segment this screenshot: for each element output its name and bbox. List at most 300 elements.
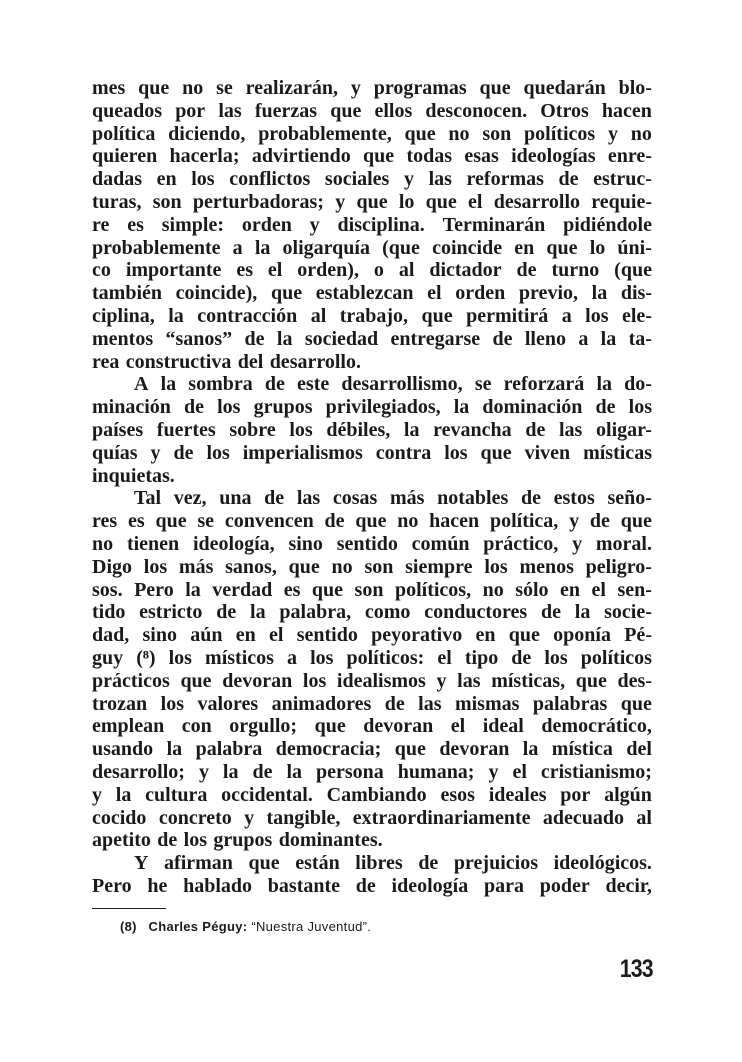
word: no xyxy=(482,578,504,601)
text-line xyxy=(92,396,652,419)
word: que xyxy=(394,738,426,761)
word: es xyxy=(236,259,253,282)
word: res xyxy=(92,510,118,533)
word: probablemente, xyxy=(258,122,392,145)
word: coincide), xyxy=(175,282,258,305)
word: la xyxy=(596,373,613,396)
word: políticos xyxy=(580,646,652,669)
word: menos xyxy=(519,555,574,578)
word: los xyxy=(160,692,184,715)
word: reformas xyxy=(466,168,544,191)
word: grupos xyxy=(253,396,313,419)
word: dominantes. xyxy=(278,829,383,852)
text-line xyxy=(92,784,652,807)
word: que xyxy=(356,190,388,213)
text-line xyxy=(92,237,652,260)
word: común xyxy=(411,532,470,555)
word: des- xyxy=(617,669,652,692)
word: dadas xyxy=(92,168,143,191)
text-line xyxy=(92,373,652,396)
word: cultura xyxy=(145,783,208,806)
word: son xyxy=(152,190,182,213)
word: sen- xyxy=(617,578,652,601)
word: en xyxy=(475,624,496,647)
word: fuertes xyxy=(156,418,216,441)
word: algún xyxy=(604,783,652,806)
word: que xyxy=(479,77,511,99)
word: viven xyxy=(524,441,571,464)
text-line xyxy=(92,761,652,784)
word: de xyxy=(173,441,194,464)
word: dad, xyxy=(92,624,130,647)
word: y xyxy=(403,168,414,191)
word: trabajo, xyxy=(339,304,409,327)
word: el xyxy=(437,646,452,669)
word: revancha xyxy=(433,418,512,441)
word: orden xyxy=(455,282,506,305)
word: de xyxy=(520,487,541,510)
word: seño- xyxy=(607,487,652,510)
word: y xyxy=(150,441,161,464)
word: del xyxy=(237,350,264,373)
word: las xyxy=(418,692,442,715)
word: este xyxy=(297,373,330,396)
word: ideologías xyxy=(511,145,596,168)
word: que xyxy=(330,99,362,122)
word: grupos xyxy=(213,829,273,852)
word: esos xyxy=(440,783,475,806)
word: el xyxy=(468,190,483,213)
word: la xyxy=(166,738,183,761)
text-line xyxy=(92,807,652,830)
word: son xyxy=(364,555,394,578)
word: advirtiendo xyxy=(251,145,351,168)
word: de xyxy=(264,487,285,510)
text-line xyxy=(92,328,652,351)
text-line xyxy=(92,510,652,533)
word: la xyxy=(115,783,132,806)
footnote-number: (8) xyxy=(120,919,137,934)
word: persona xyxy=(316,760,384,783)
word: tido xyxy=(92,601,126,624)
word: prácticos xyxy=(92,669,170,692)
word: que xyxy=(480,441,512,464)
word: sobre xyxy=(229,418,276,441)
word: cocido xyxy=(92,806,147,829)
word: y xyxy=(335,190,346,213)
word: al xyxy=(310,304,327,327)
word: sanos, xyxy=(225,555,277,578)
word: los xyxy=(628,396,652,419)
word: oligarquía xyxy=(282,236,370,259)
word: que xyxy=(546,236,578,259)
word: y xyxy=(572,532,583,555)
text-line xyxy=(92,191,652,214)
word: de xyxy=(216,601,237,624)
word: concreto xyxy=(158,806,232,829)
word: animadores xyxy=(271,692,372,715)
text-line xyxy=(92,715,652,738)
word: hacen xyxy=(429,510,480,533)
word: ideales xyxy=(488,783,547,806)
word: mismas xyxy=(454,692,520,715)
word: la xyxy=(222,760,239,783)
word: sentido xyxy=(296,624,358,647)
word: el xyxy=(450,715,466,738)
word: de xyxy=(384,692,405,715)
text-line xyxy=(92,100,652,123)
text-line xyxy=(92,282,652,305)
word: dictador xyxy=(429,259,502,282)
word: hacen xyxy=(601,99,652,122)
word: tipo xyxy=(464,646,499,669)
word: ideología, xyxy=(192,532,275,555)
word: (que xyxy=(614,259,652,282)
text-line xyxy=(92,419,652,442)
word: lo xyxy=(589,236,606,259)
word: sino xyxy=(288,532,323,555)
word: para xyxy=(483,874,524,897)
word: poder xyxy=(539,874,590,897)
word: y xyxy=(198,760,209,783)
word: devoran xyxy=(222,669,293,692)
text-line xyxy=(92,214,652,237)
word: son xyxy=(354,578,384,601)
word: ideal xyxy=(482,715,524,738)
word: débiles, xyxy=(326,418,391,441)
word: apetito xyxy=(92,829,151,852)
body-text xyxy=(92,77,652,898)
word: que xyxy=(270,282,303,305)
word: que xyxy=(180,669,212,692)
word: devoran xyxy=(363,715,434,738)
word: “sanos” xyxy=(165,327,233,350)
word: que xyxy=(620,510,652,533)
word: y xyxy=(350,77,361,99)
word: desarrollo. xyxy=(269,350,361,373)
word: guy xyxy=(92,646,124,669)
word: re xyxy=(92,213,110,236)
text-line xyxy=(92,305,652,328)
word: los xyxy=(289,418,313,441)
text-line xyxy=(92,829,652,852)
word: A xyxy=(134,373,149,396)
word: peyorativo xyxy=(371,624,463,647)
word: palabra, xyxy=(279,601,352,624)
word: por xyxy=(175,99,206,122)
word: místicas, xyxy=(491,669,566,692)
word: coincide xyxy=(432,236,503,259)
word: los xyxy=(183,829,208,852)
word: convencen xyxy=(224,510,314,533)
word: una xyxy=(219,487,252,510)
word: Pé- xyxy=(624,624,652,647)
word: políticos, xyxy=(394,578,472,601)
word: la xyxy=(574,601,591,624)
word: sino xyxy=(142,624,177,647)
word: enre- xyxy=(607,145,652,168)
word: de xyxy=(525,418,546,441)
word: adecuado xyxy=(542,806,625,829)
word: y xyxy=(309,213,320,236)
word: he xyxy=(147,874,168,897)
word: blo- xyxy=(618,77,652,99)
word: más xyxy=(178,555,214,578)
word: la xyxy=(286,760,303,783)
word: que xyxy=(138,77,170,99)
word: que xyxy=(620,692,652,715)
word: están xyxy=(295,852,340,875)
text-line xyxy=(92,624,652,647)
word: práctico, xyxy=(483,532,559,555)
word: extraordinariamente xyxy=(352,806,531,829)
word: aún xyxy=(190,624,223,647)
word: la xyxy=(276,327,293,350)
word: que xyxy=(248,852,280,875)
word: de xyxy=(540,601,561,624)
word: verdad xyxy=(212,578,273,601)
word: el xyxy=(269,624,284,647)
word: las xyxy=(218,99,242,122)
word: lleno xyxy=(524,327,566,350)
word: los xyxy=(484,555,508,578)
word: privilegiados, xyxy=(325,396,441,419)
word: los xyxy=(444,441,468,464)
word: decir, xyxy=(605,874,652,897)
word: disciplina. xyxy=(337,213,425,236)
word: al xyxy=(636,806,652,829)
footnote-title: “Nuestra Juventud”. xyxy=(251,919,372,934)
text-line xyxy=(92,465,652,488)
footnote-author: Charles Péguy: xyxy=(148,919,248,934)
word: no xyxy=(182,77,204,99)
word: que xyxy=(314,715,346,738)
word: místicos xyxy=(205,646,274,669)
word: la xyxy=(250,601,266,624)
word: y xyxy=(569,510,580,533)
word: orden xyxy=(241,213,292,236)
word: las xyxy=(428,168,452,191)
word: la xyxy=(453,396,470,419)
text-line xyxy=(92,442,652,465)
word: Cambiando xyxy=(326,783,427,806)
word: socie- xyxy=(604,601,652,624)
text-line xyxy=(92,77,652,100)
word: ideológicos. xyxy=(553,852,652,875)
word: estruc- xyxy=(593,168,652,191)
word: que xyxy=(311,578,344,601)
word: la xyxy=(254,236,271,259)
word: mentos xyxy=(92,327,154,350)
word: siempre xyxy=(405,555,473,578)
word: Tal xyxy=(134,487,162,510)
word: en xyxy=(235,624,256,647)
word: también xyxy=(92,282,162,305)
word: ideología xyxy=(391,874,469,897)
word: se xyxy=(197,510,215,533)
word: que xyxy=(421,304,453,327)
word: previo, xyxy=(518,282,578,305)
word: de xyxy=(418,852,439,875)
word: y xyxy=(607,122,618,145)
word: y xyxy=(244,806,255,829)
word: en xyxy=(560,578,581,601)
word: requie- xyxy=(591,190,652,213)
text-line xyxy=(92,351,652,374)
word: entregarse xyxy=(390,327,481,350)
word: y xyxy=(436,669,447,692)
word: los xyxy=(585,304,609,327)
text-line xyxy=(92,487,652,510)
word: las xyxy=(296,487,321,510)
word: política xyxy=(92,122,156,145)
word: conflictos xyxy=(229,168,311,191)
word: más xyxy=(390,487,425,510)
word: sólo xyxy=(515,578,549,601)
word: los xyxy=(217,396,241,419)
text-line xyxy=(92,738,652,761)
word: Pero xyxy=(134,578,174,601)
word: por xyxy=(560,783,591,806)
text-line xyxy=(92,533,652,556)
word: turno xyxy=(551,259,600,282)
word: los xyxy=(302,669,327,692)
text-line xyxy=(92,601,652,624)
word: diciendo, xyxy=(168,122,246,145)
word: mística xyxy=(551,738,613,761)
word: (⁸) xyxy=(136,646,156,669)
word: establezcan xyxy=(315,282,414,305)
word: dis- xyxy=(620,282,652,305)
word: los xyxy=(206,441,230,464)
word: palabra xyxy=(195,738,263,761)
word: queados xyxy=(92,99,163,122)
word: en xyxy=(514,236,535,259)
text-line xyxy=(92,875,652,898)
word: oponía xyxy=(553,624,611,647)
word: estricto xyxy=(139,601,203,624)
word: se xyxy=(474,373,492,396)
word: turas, xyxy=(92,190,142,213)
word: de xyxy=(589,510,610,533)
word: no xyxy=(397,510,419,533)
word: de xyxy=(492,327,513,350)
word: palabras xyxy=(532,692,608,715)
word: esas xyxy=(464,145,499,168)
word: contracción xyxy=(197,304,298,327)
word: que xyxy=(355,510,387,533)
word: místicas xyxy=(583,441,652,464)
word: de xyxy=(595,396,616,419)
word: la xyxy=(185,578,201,601)
word: do- xyxy=(624,373,652,396)
word: no xyxy=(448,122,470,145)
word: que xyxy=(404,122,436,145)
word: afirman xyxy=(164,852,233,875)
word: permitirá xyxy=(466,304,549,327)
word: que xyxy=(508,624,540,647)
text-line xyxy=(92,123,652,146)
word: cristianismo; xyxy=(540,760,652,783)
word: Y xyxy=(134,852,149,875)
word: políticos: xyxy=(346,646,425,669)
word: al xyxy=(398,259,415,282)
word: notables xyxy=(437,487,509,510)
word: política, xyxy=(489,510,559,533)
word: a xyxy=(561,304,572,327)
word: estos xyxy=(553,487,595,510)
word: contra xyxy=(375,441,432,464)
text-line xyxy=(92,145,652,168)
text-line xyxy=(92,647,652,670)
word: hablado xyxy=(183,874,253,897)
word: de xyxy=(184,396,205,419)
word: minación xyxy=(92,396,171,419)
word: ele- xyxy=(621,304,652,327)
word: tienen xyxy=(126,532,180,555)
word: trozan xyxy=(92,692,148,715)
word: (que xyxy=(382,236,420,259)
word: desarrollismo, xyxy=(341,373,463,396)
word: países xyxy=(92,418,144,441)
word: orden), xyxy=(297,259,359,282)
word: que xyxy=(155,510,187,533)
word: a xyxy=(232,236,243,259)
word: de xyxy=(252,760,273,783)
word: todas xyxy=(406,145,453,168)
text-line xyxy=(92,670,652,693)
word: es xyxy=(283,578,301,601)
word: el xyxy=(591,578,606,601)
word: de xyxy=(244,327,265,350)
word: y xyxy=(488,760,499,783)
word: los xyxy=(143,555,168,578)
word: constructiva xyxy=(125,350,232,373)
word: a xyxy=(578,327,589,350)
word: devoran xyxy=(439,738,510,761)
word: usando xyxy=(92,738,154,761)
text-line xyxy=(92,852,652,875)
word: los xyxy=(168,646,192,669)
word: las xyxy=(457,669,481,692)
word: idealismos xyxy=(336,669,426,692)
word: emplean xyxy=(92,715,165,738)
word: hacerla; xyxy=(169,145,240,168)
word: democrático, xyxy=(541,715,652,738)
text-line xyxy=(92,259,652,282)
word: de xyxy=(516,259,537,282)
text-line xyxy=(92,579,652,602)
word: probablemente xyxy=(92,236,221,259)
word: peligro- xyxy=(585,555,652,578)
word: son xyxy=(482,122,512,145)
word: sociales xyxy=(324,168,390,191)
word: quedarán xyxy=(523,77,606,99)
word: desarrollo xyxy=(493,190,581,213)
word: es xyxy=(127,213,144,236)
word: ciplina, xyxy=(92,304,155,327)
word: a xyxy=(287,646,297,669)
word: quías xyxy=(92,441,138,464)
word: los xyxy=(191,168,215,191)
word: simple: xyxy=(161,213,224,236)
word: orgullo; xyxy=(229,715,298,738)
word: tangible, xyxy=(266,806,341,829)
word: realizarán, xyxy=(245,77,339,99)
word: no xyxy=(331,555,353,578)
page-number: 133 xyxy=(620,955,653,983)
word: Terminarán xyxy=(442,213,546,236)
